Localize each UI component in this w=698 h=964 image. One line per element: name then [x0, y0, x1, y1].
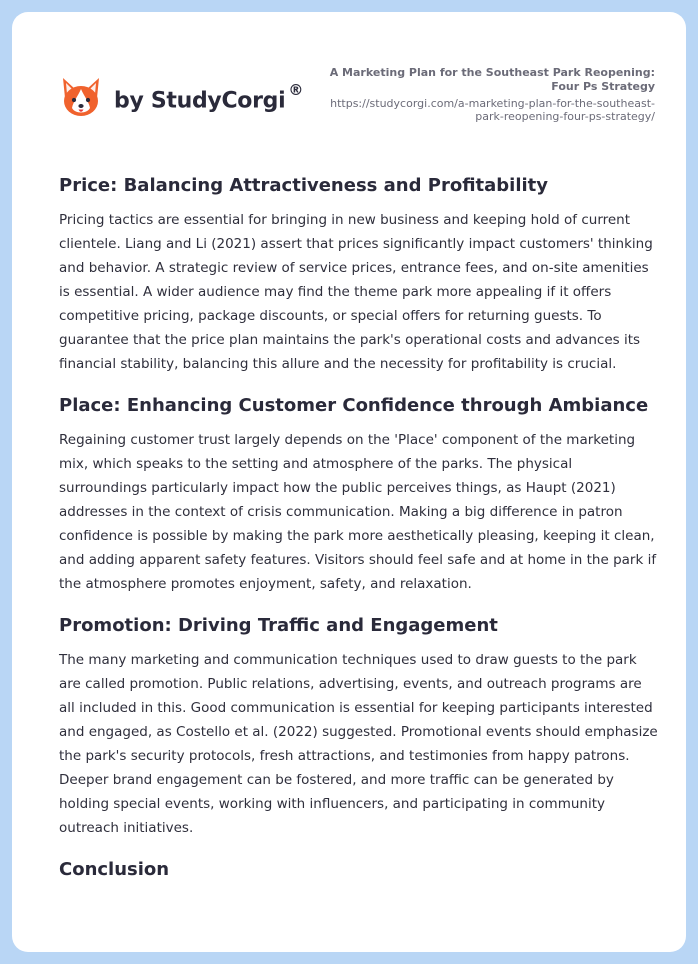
document-url[interactable]: https://studycorgi.com/a-marketing-plan-for-the-southeast-park-reopening-four-ps-strategy/ — [330, 97, 655, 123]
document-header — [12, 12, 686, 152]
document-meta — [305, 66, 655, 123]
brand-name — [114, 80, 304, 114]
section-heading-promotion: Promotion: Driving Traffic and Engagement — [59, 615, 498, 636]
section-heading-price: Price: Balancing Attractiveness and Profitability — [59, 175, 549, 196]
section-heading-place: Place: Enhancing Customer Confidence through Ambiance — [59, 395, 649, 416]
corgi-logo-icon — [60, 76, 102, 122]
brand-text: by StudyCorgi — [114, 88, 286, 114]
document-body — [59, 172, 659, 884]
section-heading-conclusion: Conclusion — [59, 859, 170, 880]
section-body-place: Regaining customer trust largely depends on the 'Place' component of the marketing mix, which speaks to the setting and atmosphere of the parks. The physical surroundings particularly impact how the public perceives things, as Haupt (2021) addresses in the context of crisis communication. Making a big difference in patron confidence is possible by making the park more aesthetically pleasing, keeping it clean, and adding apparent safety features. Visitors should feel safe and at home in the park if the atmosphere promotes enjoyment, safety, and relaxation. — [59, 432, 657, 592]
section-body-promotion: The many marketing and communication techniques used to draw guests to the park are called promotion. Public relations, advertising, events, and outreach programs are all included in this. Good communication is essential for keeping participants interested and engaged, as Costello et al. (2022) suggested. Promotional events should emphasize the park's security protocols, fresh attractions, and testimonies from happy patrons. Deeper brand engagement can be fostered, and more traffic can be generated by holding special events, working with influencers, and participating in community outreach initiatives. — [59, 652, 658, 836]
document-title: A Marketing Plan for the Southeast Park Reopening: Four Ps Strategy — [329, 66, 655, 93]
corgi-logo-svg — [60, 76, 102, 122]
registered-mark: ® — [288, 80, 304, 99]
section-body-price: Pricing tactics are essential for bringing in new business and keeping hold of current clientele. Liang and Li (2021) assert that prices significantly impact customers' thinking and behavior. A strategic review of service prices, entrance fees, and on-site amenities is essential. A wider audience may find the theme park more appealing if it offers competitive pricing, package discounts, or special offers for returning guests. To guarantee that the price plan maintains the park's operational costs and advances its financial stability, balancing this allure and the necessity for profitability is crucial. — [59, 212, 653, 372]
studycorgi-logo[interactable] — [60, 76, 303, 122]
document-page — [12, 12, 686, 952]
